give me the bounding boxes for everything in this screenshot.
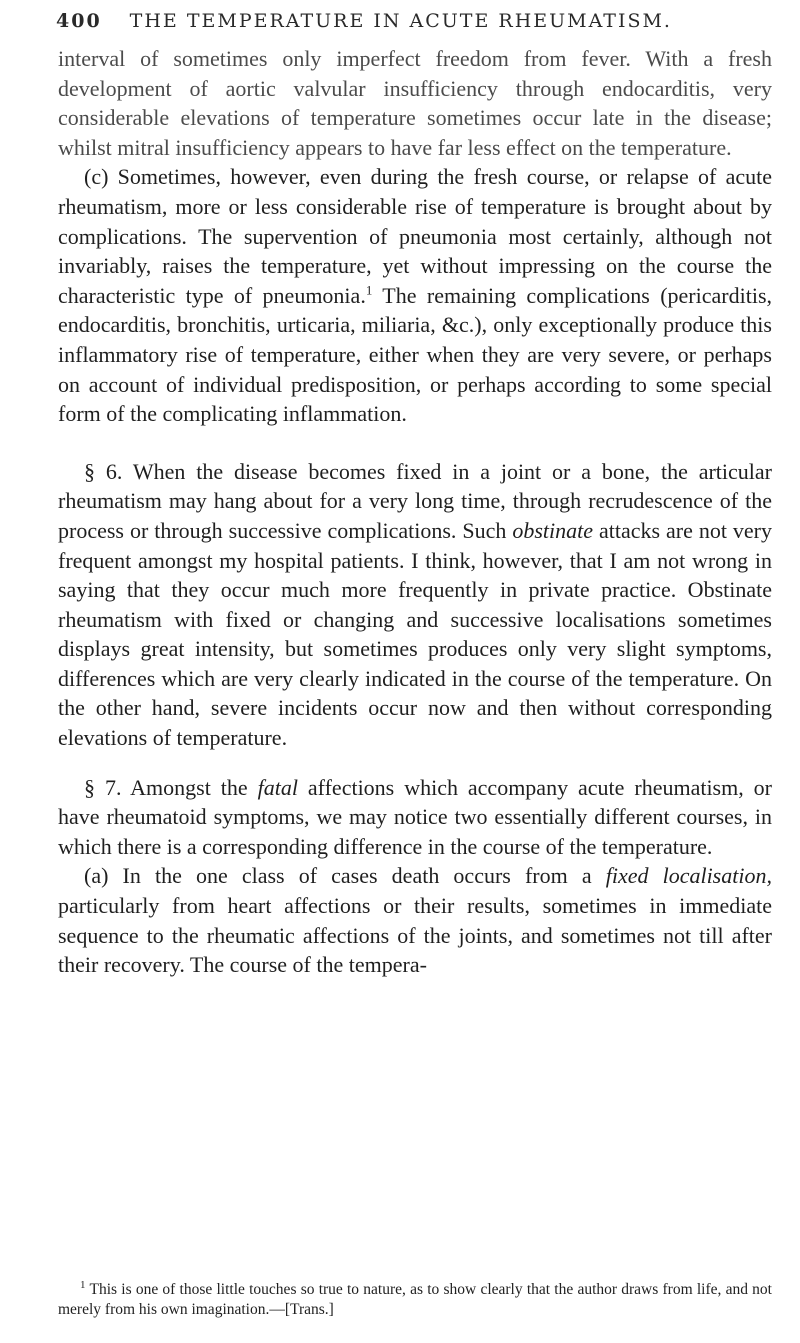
paragraph-fixed-localisation [58,861,772,979]
clause-label: (a) [84,863,109,889]
body-text [58,44,772,980]
paragraph-section-7 [58,773,772,862]
paragraph-complications [58,162,772,428]
emphasis: fatal [257,774,298,800]
paragraph-text: In the one class of cases death occurs from a [108,863,606,889]
paragraph-text: Sometimes, however, even during the fresh course, or relapse of acute rheumatism, more or less considerable rise of temperature is brought about by complications. The supervention of pneumonia most certainly, although not invariably, raises the temperature, yet without impressing on the course the characteristic type of pneumonia. [58,164,772,308]
paragraph-text-continued: particularly from heart affections or their results, sometimes in immediate sequence to the rheumatic affections of the joints, and sometimes not till after their recovery. The course of the tempera- [58,893,772,978]
page-number: 400 [56,10,102,32]
running-title: THE TEMPERATURE IN ACUTE RHEUMATISM. [129,10,672,32]
paragraph-continuation [58,44,772,162]
emphasis: fixed localisation, [605,863,772,889]
footnote-marker: 1 [80,1278,86,1291]
paragraph-text-continued: attacks are not very frequent amongst my hospital patients. I think, however, that I am not wrong in saying that they occur much more frequently in private practice. Obstinate rheumatism with fixed or changing and successive localisations sometimes displays great intensity, but sometimes produces only very slight symptoms, differences which are very clearly indicated in the course of the temperature. On the other hand, severe incidents occur now and then without corresponding elevations of temperature. [58,517,773,751]
paragraph-text-continued: affections which accompany acute rheumatism, or have rheumatoid symptoms, we may notice two essentially different courses, in which there is a corresponding difference in the course of the temperature. [58,774,773,859]
footnote-text: This is one of those little touches so true to nature, as to show clearly that the author draws from life, and not merely from his own imagination.—[Trans.] [58,1281,772,1318]
paragraph-text: § 6. When the disease becomes fixed in a joint or a bone, the articular rheumatism may hang about for a very long time, through recrudescence of the process or through successive complications. Such [58,458,772,543]
paragraph-section-6 [58,457,772,753]
clause-label: (c) [84,164,109,190]
paragraph-text: interval of sometimes only imperfect freedom from fever. With a fresh development of aortic valvular insufficiency through endocarditis, very considerable elevations of temperature sometimes occur late in the disease; whilst mitral insufficiency appears to have far less effect on the temperature. [58,46,772,160]
paragraph-text-continued: The remaining complications (pericarditis, endocarditis, bronchitis, urticaria, miliaria, &c.), only exceptionally produce this inflammatory rise of temperature, either when they are very severe, or perhaps on account of individual predisposition, or perhaps according to some special form of the complicating inflammation. [58,282,772,427]
footnote-reference[interactable]: 1 [365,282,373,298]
emphasis: obstinate [512,517,593,543]
footnote [58,1280,772,1320]
paragraph-text: § 7. Amongst the [84,774,258,800]
running-header [56,10,776,32]
